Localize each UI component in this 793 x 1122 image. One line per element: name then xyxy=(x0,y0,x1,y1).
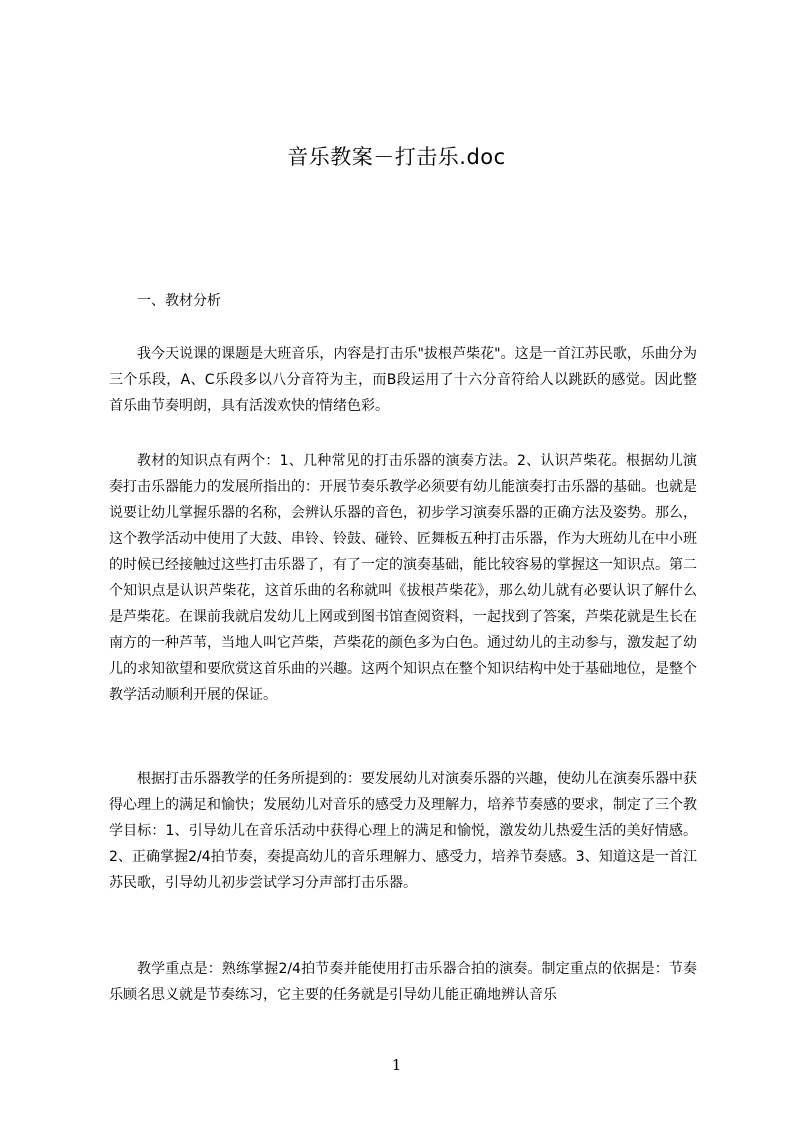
section-heading: 一、教材分析 xyxy=(137,293,221,309)
body-paragraph-3: 根据打击乐器教学的任务所提到的：要发展幼儿对演奏乐器的兴趣，使幼儿在演奏乐器中获得心理上的满足和愉快；发展幼儿对音乐的感受力及理解力，培养节奏感的要求，制定了三个教学目标：1、引导幼儿在音乐活动中获得心理上的满足和愉悦，激发幼儿热爱生活的美好情感。2、正确掌握2/4拍节奏，奏提高幼儿的音乐理解力、感受力，培养节奏感。3、知道这是一首江苏民歌，引导幼儿初步尝试学习分声部打击乐器。 xyxy=(109,771,697,891)
document-title: 音乐教案－打击乐.doc xyxy=(287,145,506,169)
page-number: 1 xyxy=(391,1056,402,1074)
body-paragraph-2: 教材的知识点有两个：1、几种常见的打击乐器的演奏方法。2、认识芦柴花。根据幼儿演奏打击乐器能力的发展所指出的：开展节奏乐教学必须要有幼儿能演奏打击乐器的基础。也就是说要让幼儿掌握乐器的名称，会辨认乐器的音色，初步学习演奏乐器的正确方法及姿势。那么，这个教学活动中使用了大鼓、串铃、铃鼓、碰铃、匠舞板五种打击乐器，作为大班幼儿在中小班的时候已经接触过这些打击乐器了，有了一定的演奏基础，能比较容易的掌握这一知识点。第二个知识点是认识芦柴花，这首乐曲的名称就叫《拔根芦柴花》，那么幼儿就有必要认识了解什么是芦柴花。在课前我就启发幼儿上网或到图书馆查阅资料，一起找到了答案，芦柴花就是生长在南方的一种芦苇，当地人叫它芦柴，芦柴花的颜色多为白色。通过幼儿的主动参与，激发起了幼儿的求知欲望和要欣赏这首乐曲的兴趣。这两个知识点在整个知识结构中处于基础地位，是整个教学活动顺利开展的保证。 xyxy=(109,453,697,703)
body-paragraph-4: 教学重点是：熟练掌握2/4拍节奏并能使用打击乐器合拍的演奏。制定重点的依据是：节奏乐顾名思义就是节奏练习，它主要的任务就是引导幼儿能正确地辨认音乐 xyxy=(109,961,697,1003)
body-paragraph-1: 我今天说课的课题是大班音乐，内容是打击乐"拔根芦柴花"。这是一首江苏民歌，乐曲分为三个乐段，A、C乐段多以八分音符为主，而B段运用了十六分音符给人以跳跃的感觉。因此整首乐曲节奏明朗，具有活泼欢快的情绪色彩。 xyxy=(109,346,697,414)
